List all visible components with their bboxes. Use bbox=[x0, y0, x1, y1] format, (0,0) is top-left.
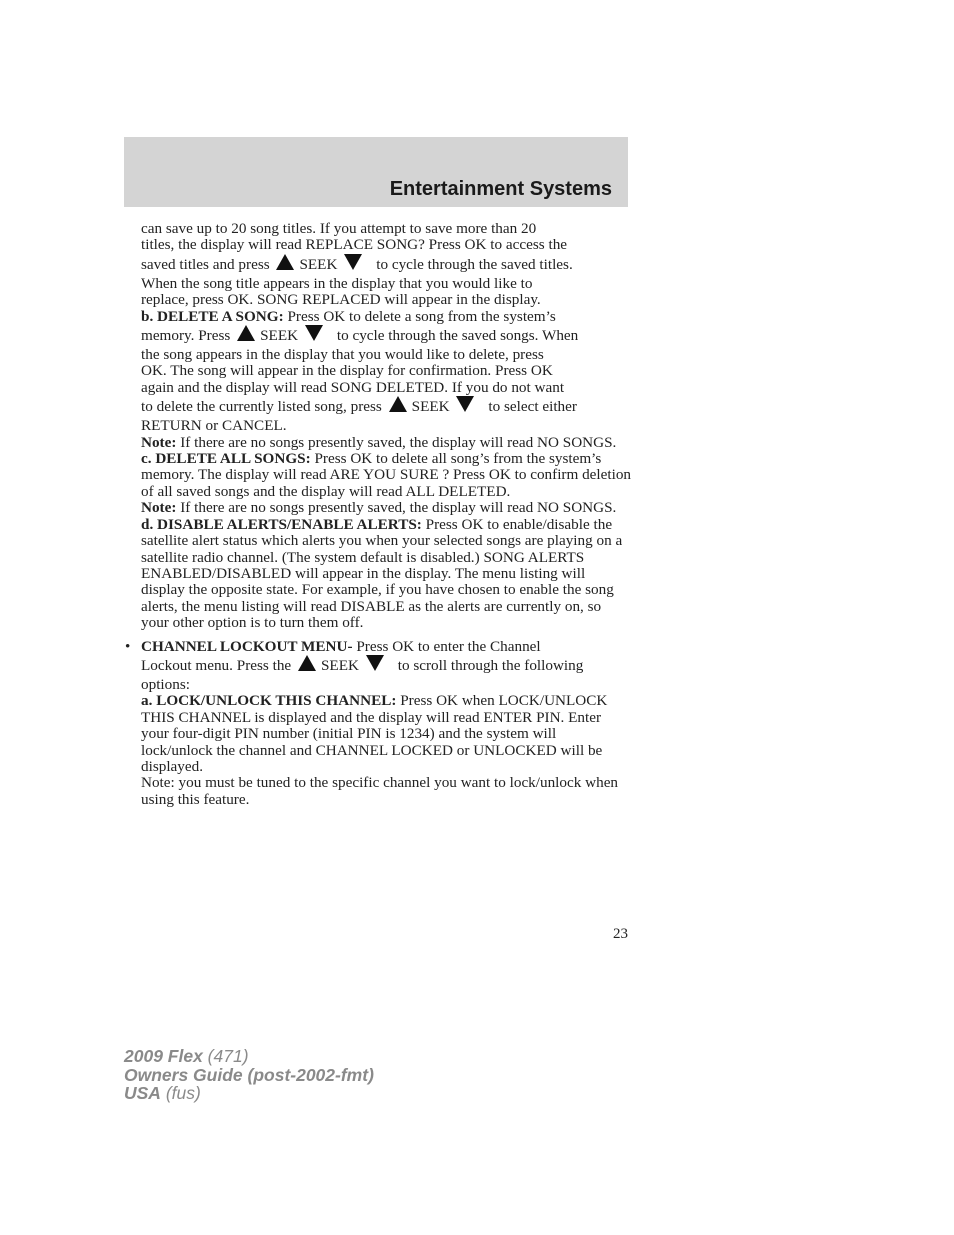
footer-guide: Owners Guide (post-2002-fmt) bbox=[124, 1064, 374, 1085]
text-line: can save up to 20 song titles. If you attempt to save more than 20 bbox=[141, 220, 537, 237]
paragraph-lock-unlock bbox=[141, 693, 631, 775]
text-line: to cycle through the saved titles. bbox=[376, 255, 573, 273]
paragraph-channel-lockout bbox=[141, 639, 631, 694]
text-line: to scroll through the following bbox=[397, 656, 584, 674]
seek-up-icon bbox=[298, 655, 316, 671]
paragraph-note-1 bbox=[141, 435, 631, 451]
footer-region: USA bbox=[124, 1083, 161, 1103]
page-number: 23 bbox=[613, 926, 628, 942]
lock-unlock-text: Press OK when LOCK/UNLOCK THIS CHANNEL is displayed and the display will read ENTER PIN. Enter your four-digit PIN number (initial PIN is 1234) and the system will lock/unlock the channel and CHANNEL LOCKED or UNLOCKED will be displayed. bbox=[141, 692, 608, 775]
seek-label: SEEK bbox=[411, 398, 450, 416]
paragraph-note-2 bbox=[141, 500, 631, 516]
footer-model: 2009 Flex bbox=[124, 1046, 203, 1066]
text-line: titles, the display will read REPLACE SONG? Press OK to access the bbox=[141, 236, 568, 254]
text-line: again and the display will read SONG DELETED. If you do not want bbox=[141, 378, 565, 396]
seek-down-icon bbox=[344, 254, 362, 270]
note-label: Note: bbox=[141, 433, 177, 451]
text-line: the song appears in the display that you would like to delete, press bbox=[141, 346, 544, 364]
text-line: saved titles and press bbox=[141, 255, 270, 273]
paragraph-delete-song bbox=[141, 309, 631, 435]
text-line: memory. Press bbox=[141, 327, 231, 345]
section-header bbox=[124, 137, 628, 207]
delete-all-text: Press OK to delete all song’s from the system’s memory. The display will read ARE YOU SURE ? Press OK to confirm deletion of all saved songs and the display will read ALL DELETED. bbox=[141, 450, 632, 500]
paragraph-delete-all bbox=[141, 451, 631, 500]
delete-song-heading: b. DELETE A SONG: bbox=[141, 307, 284, 325]
text-line: options: bbox=[141, 675, 190, 693]
text-line: to select either bbox=[488, 398, 577, 416]
section-title: Entertainment Systems bbox=[389, 178, 612, 200]
footer-region-code: (fus) bbox=[160, 1083, 201, 1103]
seek-up-icon bbox=[237, 325, 255, 341]
seek-up-icon bbox=[276, 254, 294, 270]
seek-up-icon bbox=[389, 396, 407, 412]
channel-lockout-heading: CHANNEL LOCKOUT MENU- bbox=[141, 637, 353, 655]
bullet-icon: • bbox=[125, 637, 131, 655]
text-line: Press OK to enter the Channel bbox=[352, 637, 541, 655]
paragraph-continuation bbox=[141, 221, 631, 309]
footer-model-code: (471) bbox=[202, 1046, 249, 1066]
seek-label: SEEK bbox=[320, 656, 359, 674]
text-line: to delete the currently listed song, press bbox=[141, 398, 382, 416]
paragraph-lock-note: Note: you must be tuned to the specific channel you want to lock/unlock when using this feature. bbox=[141, 774, 619, 808]
alerts-text: Press OK to enable/disable the satellite alert status which alerts you when your selected songs are playing on a satellite radio channel. (The system default is disabled.) SONG ALERTS ENABLED/DISABLED will appear in the display. The menu listing will display the opposite state. For example, if you have chosen to enable the song alerts, the menu listing will read DISABLE as the alerts are currently on, so your other option is to turn them off. bbox=[141, 515, 623, 632]
note-label: Note: bbox=[141, 499, 177, 517]
note-text: If there are no songs presently saved, the display will read NO SONGS. bbox=[176, 433, 617, 451]
seek-down-icon bbox=[456, 396, 474, 412]
seek-label: SEEK bbox=[260, 327, 299, 345]
text-line: RETURN or CANCEL. bbox=[141, 417, 287, 435]
paragraph-alerts bbox=[141, 517, 631, 632]
text-line: OK. The song will appear in the display for confirmation. Press OK bbox=[141, 362, 553, 380]
delete-all-heading: c. DELETE ALL SONGS: bbox=[141, 450, 311, 468]
text-line: Lockout menu. Press the bbox=[141, 656, 292, 674]
note-text: If there are no songs presently saved, the display will read NO SONGS. bbox=[176, 499, 617, 517]
alerts-heading: d. DISABLE ALERTS/ENABLE ALERTS: bbox=[141, 515, 422, 533]
lock-unlock-heading: a. LOCK/UNLOCK THIS CHANNEL: bbox=[141, 692, 397, 710]
document-footer bbox=[124, 1047, 374, 1103]
text-line: Press OK to delete a song from the system’s bbox=[283, 307, 556, 325]
text-line: to cycle through the saved songs. When bbox=[336, 327, 579, 345]
text-line: replace, press OK. SONG REPLACED will appear in the display. bbox=[141, 291, 541, 309]
channel-lockout-item bbox=[125, 637, 631, 809]
body-text bbox=[125, 220, 632, 808]
text-line: When the song title appears in the display that you would like to bbox=[141, 274, 533, 292]
seek-down-icon bbox=[366, 655, 384, 671]
seek-down-icon bbox=[305, 325, 323, 341]
seek-label: SEEK bbox=[299, 255, 338, 273]
